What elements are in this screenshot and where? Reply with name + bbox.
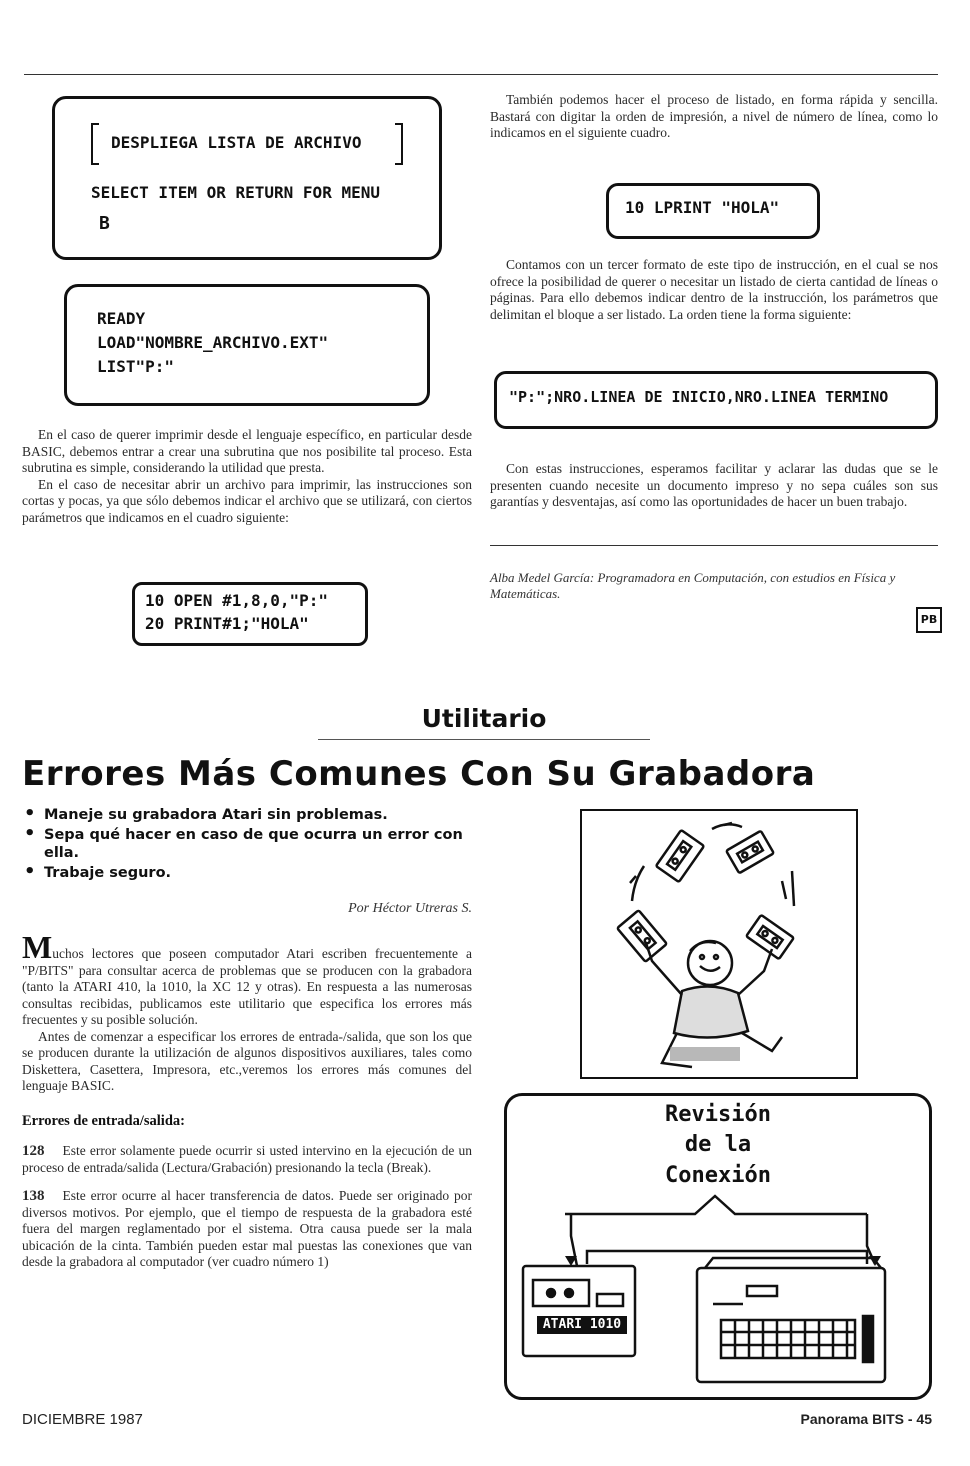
end-badge: PB bbox=[916, 607, 942, 633]
error-item bbox=[22, 1143, 472, 1176]
error-code: 128 bbox=[22, 1143, 45, 1159]
connection-figure bbox=[504, 1093, 932, 1400]
screen-box-line-range bbox=[494, 371, 938, 429]
screen2-line3: LIST"P:" bbox=[97, 357, 175, 376]
recorder-label: ATARI 1010 bbox=[537, 1316, 627, 1334]
screen5-line1: "P:";NRO.LINEA DE INICIO,NRO.LINEA TERMINO bbox=[509, 388, 889, 406]
footer-page: Panorama BITS - 45 bbox=[800, 1411, 932, 1427]
screen1-line2: B bbox=[99, 213, 110, 234]
article-left-column bbox=[22, 929, 472, 1283]
author-note: Alba Medel García: Programadora en Computación, con estudios en Física y Matemáticas. bbox=[490, 570, 896, 601]
error-code: 138 bbox=[22, 1188, 45, 1204]
summary-bullets bbox=[22, 806, 482, 884]
summary-bullet: • Maneje su grabadora Atari sin problemas. bbox=[22, 806, 482, 824]
bracket-left bbox=[91, 123, 99, 165]
byline: Por Héctor Utreras S. bbox=[348, 901, 472, 916]
intro-paragraph bbox=[22, 929, 472, 1029]
screen1-line1: SELECT ITEM OR RETURN FOR MENU bbox=[91, 183, 380, 202]
bracket-text: DESPLIEGA LISTA DE ARCHIVO bbox=[111, 133, 362, 152]
summary-bullet: • Trabaje seguro. bbox=[22, 864, 482, 882]
left-column-text bbox=[22, 427, 472, 526]
figure-title-line2: de la bbox=[684, 1132, 752, 1157]
screen-box-list-archive bbox=[52, 96, 442, 260]
section-label: Utilitario bbox=[421, 704, 547, 733]
screen2-line2: LOAD"NOMBRE_ARCHIVO.EXT" bbox=[97, 333, 329, 352]
error-text: Este error ocurre al hacer transferencia de datos. Puede ser originado por diversos motivos. Por ejemplo, que el tiempo de respuesta de la grabadora esté fuera del margen reglamentado por el sistema. Otra causa puede ser la mala ubicación de la cinta. También pueden estar mal puestas las conexiones que van desde la grabadora al computador (ver cuadro número 1) bbox=[22, 1188, 472, 1269]
summary-bullet: • Sepa qué hacer en caso de que ocurra un error con ella. bbox=[22, 826, 482, 862]
screen-box-open-print bbox=[132, 582, 368, 646]
section-label-rule bbox=[318, 739, 650, 740]
error-item bbox=[22, 1188, 472, 1271]
right-paragraph-3: Con estas instrucciones, esperamos facilitar y aclarar las dudas que se le presenten cuando necesite un documento impreso y no sepa cuáles son sus garantías y desventajas, así como las oportunidades de hacer un buen trabajo. bbox=[490, 461, 938, 509]
screen-box-ready-load bbox=[64, 284, 430, 406]
screen-box-lprint bbox=[606, 183, 820, 239]
screen4-line1: 10 LPRINT "HOLA" bbox=[625, 198, 780, 217]
screen3-line1: 10 OPEN #1,8,0,"P:" bbox=[145, 591, 329, 610]
author-rule bbox=[490, 545, 938, 546]
juggler-drawing bbox=[582, 811, 856, 1077]
drop-cap: M bbox=[22, 929, 53, 965]
left-paragraph-2: En el caso de necesitar abrir un archivo para imprimir, las instrucciones son cortas y pocas, ya que sólo debemos indicar el archivo que se utilizará, con ciertos parámetros que indicamos en el cuadro siguiente: bbox=[22, 476, 472, 525]
right-paragraph-1: También podemos hacer el proceso de listado, en forma rápida y sencilla. Bastará con digitar la orden de impresión, a nivel de número de línea, como lo indicamos en el siguiente cuadro. bbox=[490, 92, 938, 140]
screen3-line2: 20 PRINT#1;"HOLA" bbox=[145, 614, 309, 633]
left-paragraph-1: En el caso de querer imprimir desde el lenguaje específico, en particular desde BASIC, debemos entrar a crear una subrutina que nos posibilite tal proceso. Esta subrutina es simple, considerando la utilidad que presta. bbox=[22, 427, 472, 475]
intro-text: uchos lectores que poseen computador Atari escriben frecuentemente a "P/BITS" para consultar acerca de problemas que se producen con la grabadora (tanto la ATARI 410, la 1010, la XC 12 y otras). En respuesta a las numerosas consultas recibidas, publicamos este utilitario que especifica los errores más frecuentes y su posible solución. bbox=[22, 946, 472, 1027]
juggler-illustration bbox=[580, 809, 858, 1079]
figure-title-line3: Conexión bbox=[665, 1163, 771, 1188]
figure-title-line1: Revisión bbox=[665, 1102, 771, 1127]
error-text: Este error solamente puede ocurrir si usted intervino en la ejecución de un proceso de entrada/salida (Lectura/Grabación) presionando la tecla (Break). bbox=[22, 1143, 472, 1175]
connection-drawing bbox=[507, 1096, 929, 1397]
paragraph-2: Antes de comenzar a especificar los errores de entrada-/salida, que son los que se producen durante la utilización de algunos dispositivos auxiliares, tales como Diskettera, Casettera, Impresora, etc.,veremos los errores más comunes del lenguaje BASIC. bbox=[22, 1028, 472, 1093]
footer-date: DICIEMBRE 1987 bbox=[22, 1411, 143, 1428]
top-rule bbox=[24, 74, 938, 75]
bracket-right bbox=[395, 123, 403, 165]
article-title: Errores Más Comunes Con Su Grabadora bbox=[22, 754, 816, 794]
right-paragraph-2: Contamos con un tercer formato de este tipo de instrucción, en el cual se nos ofrece la posibilidad de querer o necesitar un listado de cierta cantidad de líneas o páginas. Para ello debemos indicar dentro de la instrucción, los parámetros que delimitan el bloque a ser listado. La orden tiene la forma siguiente: bbox=[490, 257, 938, 322]
screen2-line1: READY bbox=[97, 309, 146, 328]
subheading: Errores de entrada/salida: bbox=[22, 1112, 185, 1129]
